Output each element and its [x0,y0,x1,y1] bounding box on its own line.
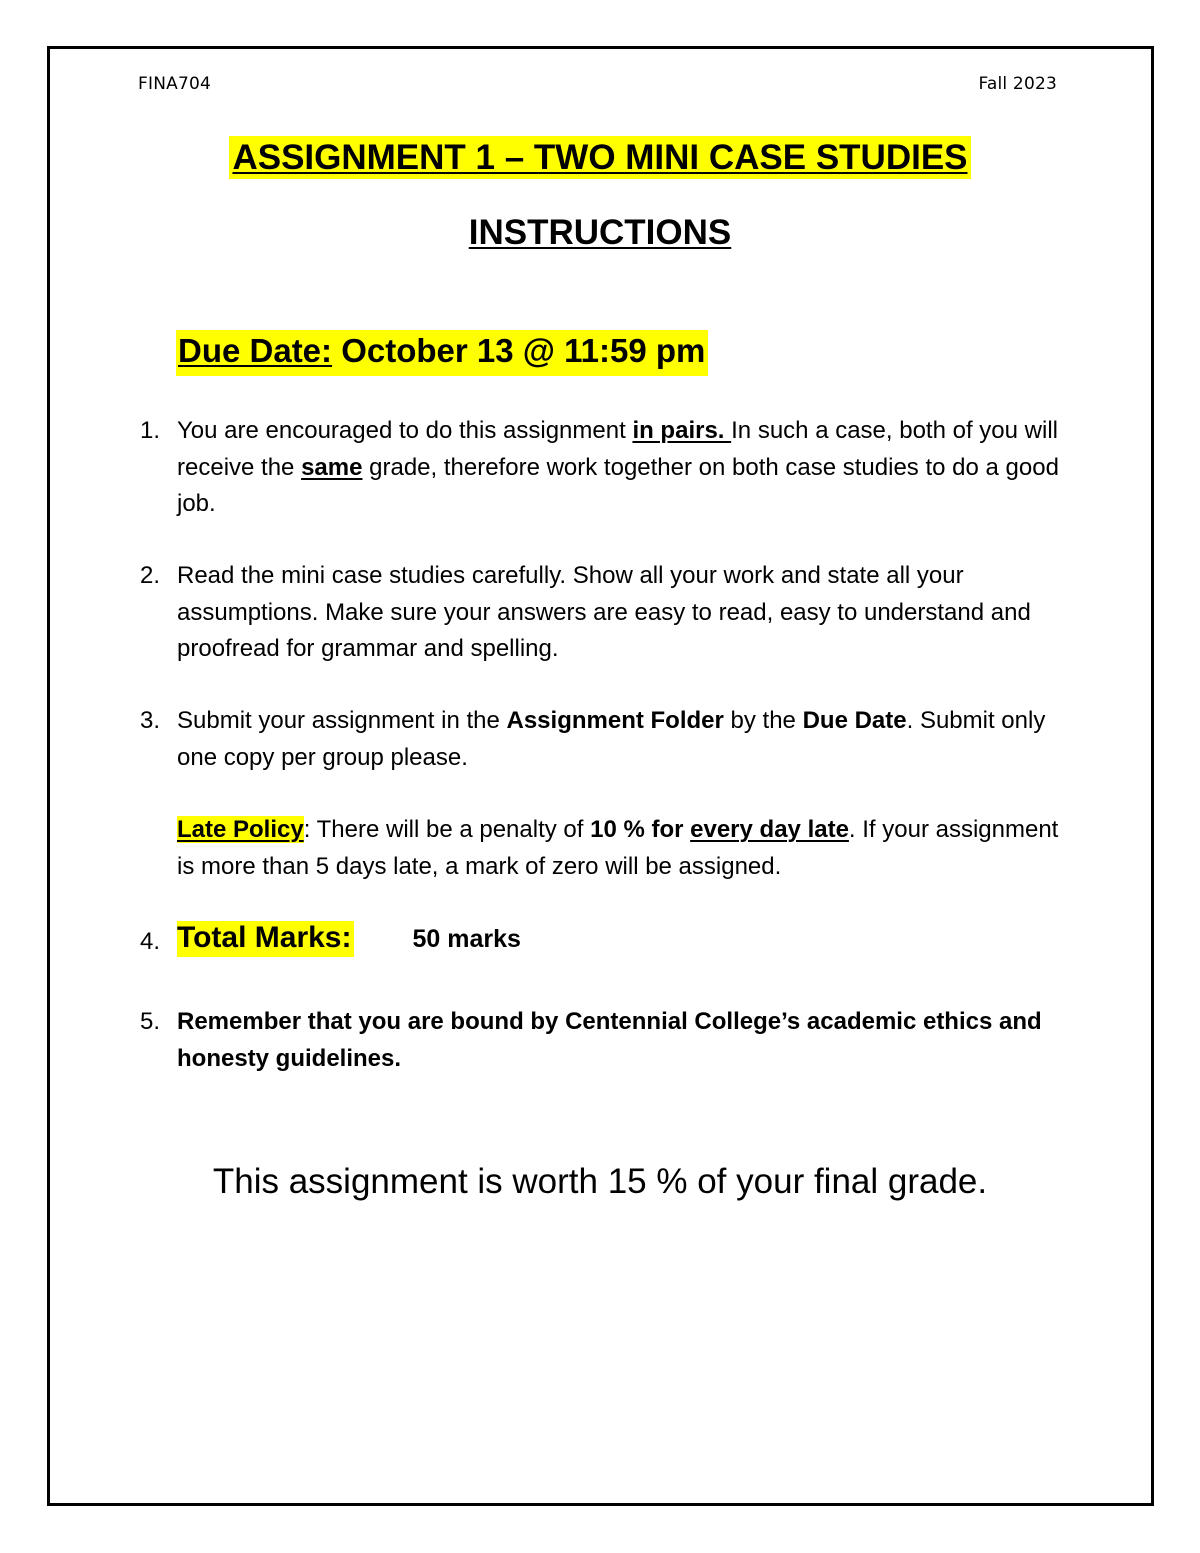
item-emphasis-in-pairs: in pairs. [632,417,732,444]
late-policy-penalty: 10 % for [590,816,691,843]
instruction-item-4 [140,920,1080,959]
item-text-part: grade, therefore work together on both case studies to do a good job. [177,453,1059,517]
late-policy-part: : There will be a penalty of [303,816,591,843]
due-date-highlight [176,330,708,376]
item-text [177,920,1080,959]
total-marks-label: Total Marks: [177,921,354,957]
item-number: 2. [140,562,161,589]
header-term: Fall 2023 [978,74,1057,94]
instruction-item-1 [140,413,1080,523]
item-text-part: . Submit only one copy per group please. [177,707,1046,771]
instruction-item-3 [140,703,1080,776]
late-policy-part: . If your assignment is more than 5 days late, a mark of zero will be assigned. [177,816,1059,880]
instructions-heading [0,213,1200,253]
item-number: 3. [140,707,161,734]
header-course: FINA704 [138,74,211,94]
item-text: Remember that you are bound by Centennial College’s academic ethics and honesty guidelines. [177,1008,1042,1072]
late-policy-label: Late Policy [177,816,304,843]
item-number: 1. [140,417,161,444]
item-number: 5. [140,1008,161,1035]
item-text-part: Submit your assignment in the [177,707,507,734]
assignment-title-text: ASSIGNMENT 1 – TWO MINI CASE STUDIES [229,136,970,179]
item-text [177,413,1080,523]
item-number: 4. [140,928,161,955]
grade-weight-statement: This assignment is worth 15 % of your final grade. [212,1162,988,1201]
item-text: Read the mini case studies carefully. Show all your work and state all your assumptions. Make sure your answers are easy to read, easy to understand and proofread for grammar and spelling. [177,562,1031,662]
total-marks-value: 50 marks [412,925,521,953]
instructions-heading-text: INSTRUCTIONS [468,213,732,252]
late-policy-text [177,812,1080,885]
item-text-part: by the [723,707,803,734]
page-border [47,46,1154,1506]
instruction-item-2 [140,558,1080,668]
late-policy-every-day-late: every day late [690,816,849,843]
late-policy [140,812,1080,885]
item-emphasis-same: same [301,453,363,481]
instruction-item-5 [140,1004,1080,1077]
due-date-label: Due Date: [178,332,333,369]
due-date-value: October 13 @ 11:59 pm [332,332,706,369]
due-date [176,330,708,376]
item-bold-assignment-folder: Assignment Folder [506,707,724,734]
item-bold-due-date: Due Date [802,707,907,734]
item-text-part: In such a case, both of you will receive the [177,417,1058,481]
assignment-title [0,138,1200,178]
item-text-part: You are encouraged to do this assignment [177,417,633,444]
item-text [177,703,1080,776]
